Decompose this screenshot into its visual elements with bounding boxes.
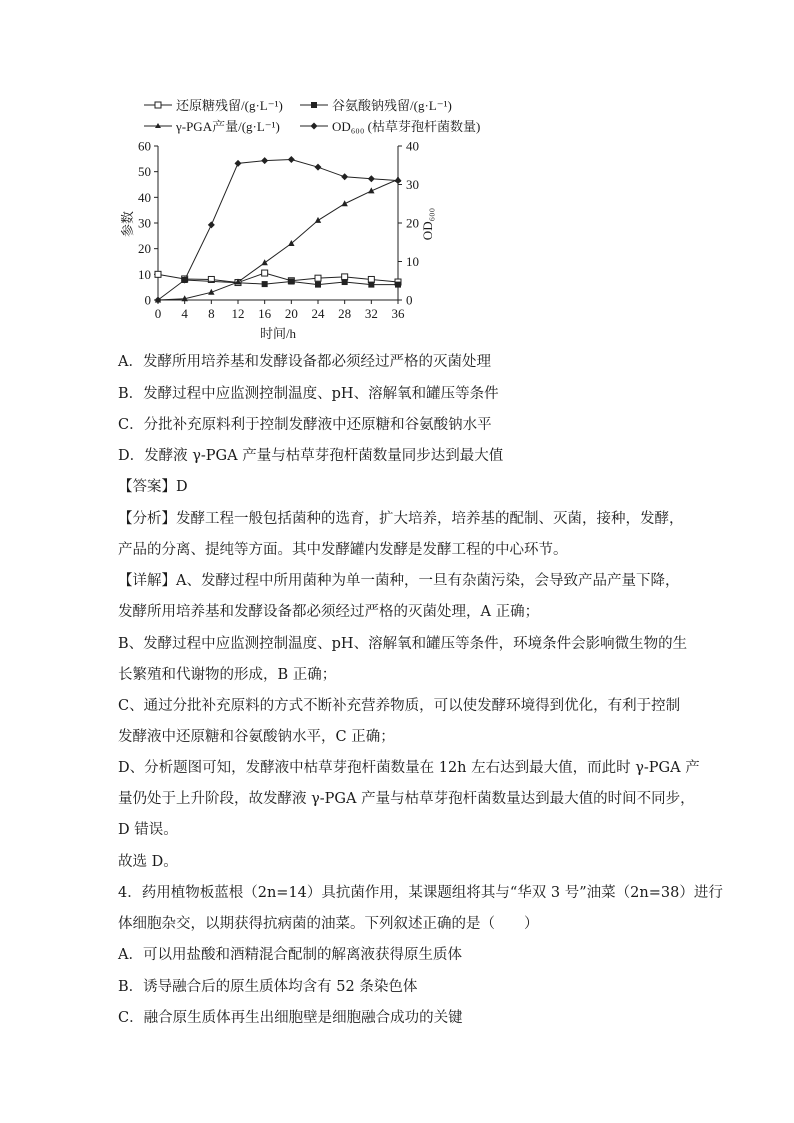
x-tick-label: 16 (258, 306, 272, 321)
legend-sodium-glutamate (300, 98, 452, 113)
chart-legend (144, 98, 480, 134)
y2-tick-label: 0 (406, 292, 413, 308)
legend-label-od: OD₆₀₀ (枯草芽孢杆菌数量) (332, 119, 481, 134)
x-tick-label: 28 (338, 306, 352, 321)
point-reducing_sugar (342, 274, 348, 280)
option-a: A．发酵所用培养基和发酵设备都必须经过严格的灭菌处理 (118, 354, 491, 370)
chart-plot (155, 156, 402, 304)
point-sodium_glutamate (288, 279, 294, 285)
series-line-reducing_sugar (158, 273, 398, 282)
y-tick-label: 30 (138, 215, 151, 231)
point-od (395, 177, 402, 184)
details-line-5: C、通过分批补充原料的方式不断补充营养物质，可以使发酵环境得到优化，有利于控制 (118, 698, 681, 714)
y2-tick-label: 20 (406, 215, 419, 231)
y-tick-label: 60 (138, 138, 151, 154)
y-axis-label: 参数 (120, 210, 135, 238)
x-tick-label: 24 (311, 306, 325, 321)
point-sodium_glutamate (395, 282, 401, 288)
details-line-9: D 错误。 (118, 822, 178, 838)
y-tick-label: 20 (138, 241, 151, 257)
option-b: B．发酵过程中应监测控制温度、pH、溶解氧和罐压等条件 (118, 386, 499, 402)
point-reducing_sugar (368, 276, 374, 282)
legend-pga (144, 119, 280, 134)
x-tick-label: 36 (391, 306, 405, 321)
y-tick-label: 40 (138, 189, 151, 205)
point-od (341, 173, 348, 180)
x-tick-label: 20 (284, 306, 298, 321)
point-od (288, 156, 295, 163)
point-reducing_sugar (155, 271, 161, 277)
point-sodium_glutamate (342, 279, 348, 285)
x-tick-label: 8 (208, 306, 215, 321)
q4-option-a: A．可以用盐酸和酒精混合配制的解离液获得原生质体 (118, 947, 462, 963)
y2-tick-label: 10 (406, 254, 419, 269)
y2-tick-label: 40 (406, 138, 419, 154)
fermentation-chart (110, 88, 530, 350)
details-line-8: 量仍处于上升阶段，故发酵液 γ-PGA 产量与枯草芽孢杆菌数量达到最大值的时间不同步， (118, 791, 695, 807)
point-sodium_glutamate (315, 282, 321, 288)
point-reducing_sugar (315, 275, 321, 281)
q4-option-b: B．诱导融合后的原生质体均含有 52 条染色体 (118, 979, 418, 995)
option-c: C．分批补充原料利于控制发酵液中还原糖和谷氨酸钠水平 (118, 417, 492, 433)
y-tick-label: 0 (144, 292, 151, 308)
point-od (261, 157, 268, 164)
q4-option-c: C．融合原生质体再生出细胞壁是细胞融合成功的关键 (118, 1010, 463, 1026)
details-line-4: 长繁殖和代谢物的形成，B 正确； (118, 667, 337, 683)
x-tick-label: 4 (181, 306, 188, 321)
legend-od (300, 119, 480, 134)
point-pga (341, 200, 347, 206)
point-pga (315, 217, 321, 223)
point-sodium_glutamate (262, 281, 268, 287)
y2-axis-label: OD₆₀₀ (420, 207, 435, 241)
x-tick-label: 12 (231, 306, 245, 321)
conclusion-line: 故选 D。 (118, 854, 178, 870)
legend-reducing-sugar (144, 98, 283, 113)
legend-label-sodium-glutamate: 谷氨酸钠残留/(g·L⁻¹) (332, 98, 452, 113)
x-axis-label: 时间/h (259, 326, 297, 341)
point-pga (261, 259, 267, 265)
option-d: D．发酵液 γ-PGA 产量与枯草芽孢杆菌数量同步达到最大值 (118, 448, 504, 464)
answer-line: 【答案】D (118, 479, 188, 495)
series-line-pga (158, 179, 398, 300)
x-tick-label: 0 (154, 306, 162, 321)
details-line-6: 发酵液中还原糖和谷氨酸钠水平，C 正确； (118, 729, 395, 745)
analysis-line-1: 【分析】发酵工程一般包括菌种的选育，扩大培养，培养基的配制、灭菌，接种，发酵， (118, 511, 684, 527)
point-od (235, 160, 242, 167)
y2-tick-label: 30 (406, 177, 419, 192)
details-line-7: D、分析题图可知，发酵液中枯草芽孢杆菌数量在 12h 左右达到最大值，而此时 γ-PGA 产 (118, 760, 700, 776)
details-line-2: 发酵所用培养基和发酵设备都必须经过严格的灭菌处理，A 正确； (118, 604, 540, 620)
analysis-line-2: 产品的分离、提纯等方面。其中发酵罐内发酵是发酵工程的中心环节。 (118, 542, 568, 558)
point-reducing_sugar (262, 270, 268, 276)
y-tick-label: 50 (138, 164, 151, 180)
point-od (315, 164, 322, 171)
legend-label-reducing-sugar: 还原糖残留/(g·L⁻¹) (176, 98, 283, 113)
point-od (208, 221, 215, 228)
chart-axes (138, 139, 419, 322)
y-tick-label: 10 (138, 266, 151, 282)
point-sodium_glutamate (368, 282, 374, 288)
point-od (368, 175, 375, 182)
details-line-3: B、发酵过程中应监测控制温度、pH、溶解氧和罐压等条件，环境条件会影响微生物的生 (118, 636, 688, 652)
x-tick-label: 32 (364, 306, 378, 321)
details-line-1: 【详解】A、发酵过程中所用菌种为单一菌种，一旦有杂菌污染，会导致产品产量下降， (118, 573, 680, 589)
legend-label-pga: γ-PGA产量/(g·L⁻¹) (176, 119, 280, 134)
q4-stem-line-1: 4．药用植物板蓝根（2n=14）具抗菌作用，某课题组将其与“华双 3 号”油菜（2n=38）进行 (118, 885, 723, 901)
q4-stem-line-2: 体细胞杂交，以期获得抗病菌的油菜。下列叙述正确的是（ ） (118, 916, 539, 932)
